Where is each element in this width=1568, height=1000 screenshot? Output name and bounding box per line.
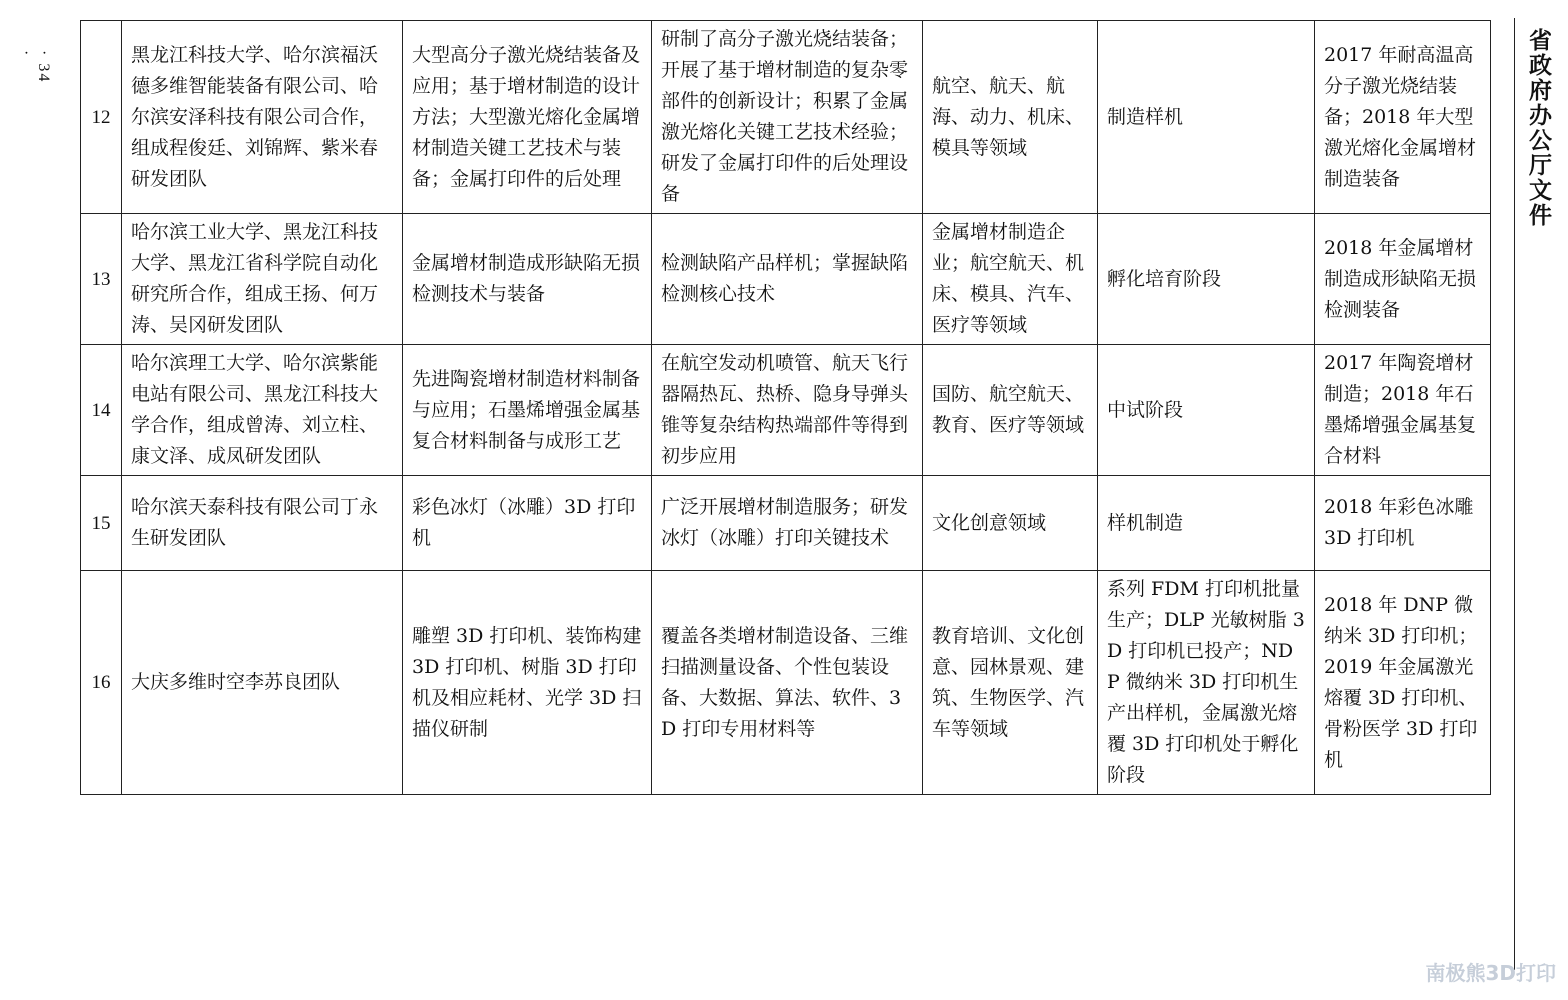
page-number: · 34 · [17,50,52,84]
row-number: 14 [81,345,122,476]
row-number: 15 [81,476,122,571]
row-number: 16 [81,571,122,795]
products-cell: 2018 年金属增材制造成形缺陷无损检测装备 [1315,214,1491,345]
direction-cell: 先进陶瓷增材制造材料制备与应用；石墨烯增强金属基复合材料制备与成形工艺 [403,345,652,476]
progress-cell: 在航空发动机喷管、航天飞行器隔热瓦、热桥、隐身导弹头锥等复杂结构热端部件等得到初步应用 [652,345,923,476]
stage-cell: 孵化培育阶段 [1098,214,1315,345]
team-cell: 哈尔滨天泰科技有限公司丁永生研发团队 [122,476,403,571]
products-cell: 2018 年彩色冰雕 3D 打印机 [1315,476,1491,571]
team-cell: 哈尔滨理工大学、哈尔滨紫能电站有限公司、黑龙江科技大学合作，组成曾涛、刘立柱、康文泽、成凤研发团队 [122,345,403,476]
products-cell: 2017 年陶瓷增材制造；2018 年石墨烯增强金属基复合材料 [1315,345,1491,476]
application-cell: 国防、航空航天、教育、医疗等领域 [923,345,1098,476]
team-cell: 哈尔滨工业大学、黑龙江科技大学、黑龙江省科学院自动化研究所合作，组成王扬、何万涛、吴冈研发团队 [122,214,403,345]
application-cell: 文化创意领域 [923,476,1098,571]
products-cell: 2017 年耐高温高分子激光烧结装备；2018 年大型激光熔化金属增材制造装备 [1315,21,1491,214]
team-cell: 黑龙江科技大学、哈尔滨福沃德多维智能装备有限公司、哈尔滨安泽科技有限公司合作，组成程俊廷、刘锦辉、紫米春研发团队 [122,21,403,214]
direction-cell: 金属增材制造成形缺陷无损检测技术与装备 [403,214,652,345]
table-row [81,345,1491,476]
stage-cell: 中试阶段 [1098,345,1315,476]
progress-cell: 检测缺陷产品样机；掌握缺陷检测核心技术 [652,214,923,345]
direction-cell: 大型高分子激光烧结装备及应用；基于增材制造的设计方法；大型激光熔化金属增材制造关键工艺技术与装备；金属打印件的后处理 [403,21,652,214]
application-cell: 教育培训、文化创意、园林景观、建筑、生物医学、汽车等领域 [923,571,1098,795]
project-table [80,20,1491,795]
table-row [81,476,1491,571]
stage-cell: 样机制造 [1098,476,1315,571]
document-header: 省政府办公厅文件 [1525,28,1551,228]
progress-cell: 广泛开展增材制造服务；研发冰灯（冰雕）打印关键技术 [652,476,923,571]
margin-divider [1514,18,1515,970]
progress-cell: 研制了高分子激光烧结装备；开展了基于增材制造的复杂零部件的创新设计；积累了金属激光熔化关键工艺技术经验；研发了金属打印件的后处理设备 [652,21,923,214]
direction-cell: 雕塑 3D 打印机、装饰构建 3D 打印机、树脂 3D 打印机及相应耗材、光学 3D 扫描仪研制 [403,571,652,795]
team-cell: 大庆多维时空李苏良团队 [122,571,403,795]
table-row [81,21,1491,214]
watermark: 南极熊3D打印 [1425,961,1556,985]
row-number: 12 [81,21,122,214]
table-row [81,214,1491,345]
table-row [81,571,1491,795]
stage-cell: 制造样机 [1098,21,1315,214]
products-cell: 2018 年 DNP 微纳米 3D 打印机；2019 年金属激光熔覆 3D 打印机、骨粉医学 3D 打印机 [1315,571,1491,795]
application-cell: 航空、航天、航海、动力、机床、模具等领域 [923,21,1098,214]
progress-cell: 覆盖各类增材制造设备、三维扫描测量设备、个性包装设备、大数据、算法、软件、3D 打印专用材料等 [652,571,923,795]
direction-cell: 彩色冰灯（冰雕）3D 打印机 [403,476,652,571]
row-number: 13 [81,214,122,345]
application-cell: 金属增材制造企业；航空航天、机床、模具、汽车、医疗等领域 [923,214,1098,345]
stage-cell: 系列 FDM 打印机批量生产；DLP 光敏树脂 3D 打印机已投产；NDP 微纳米 3D 打印机生产出样机，金属激光熔覆 3D 打印机处于孵化阶段 [1098,571,1315,795]
